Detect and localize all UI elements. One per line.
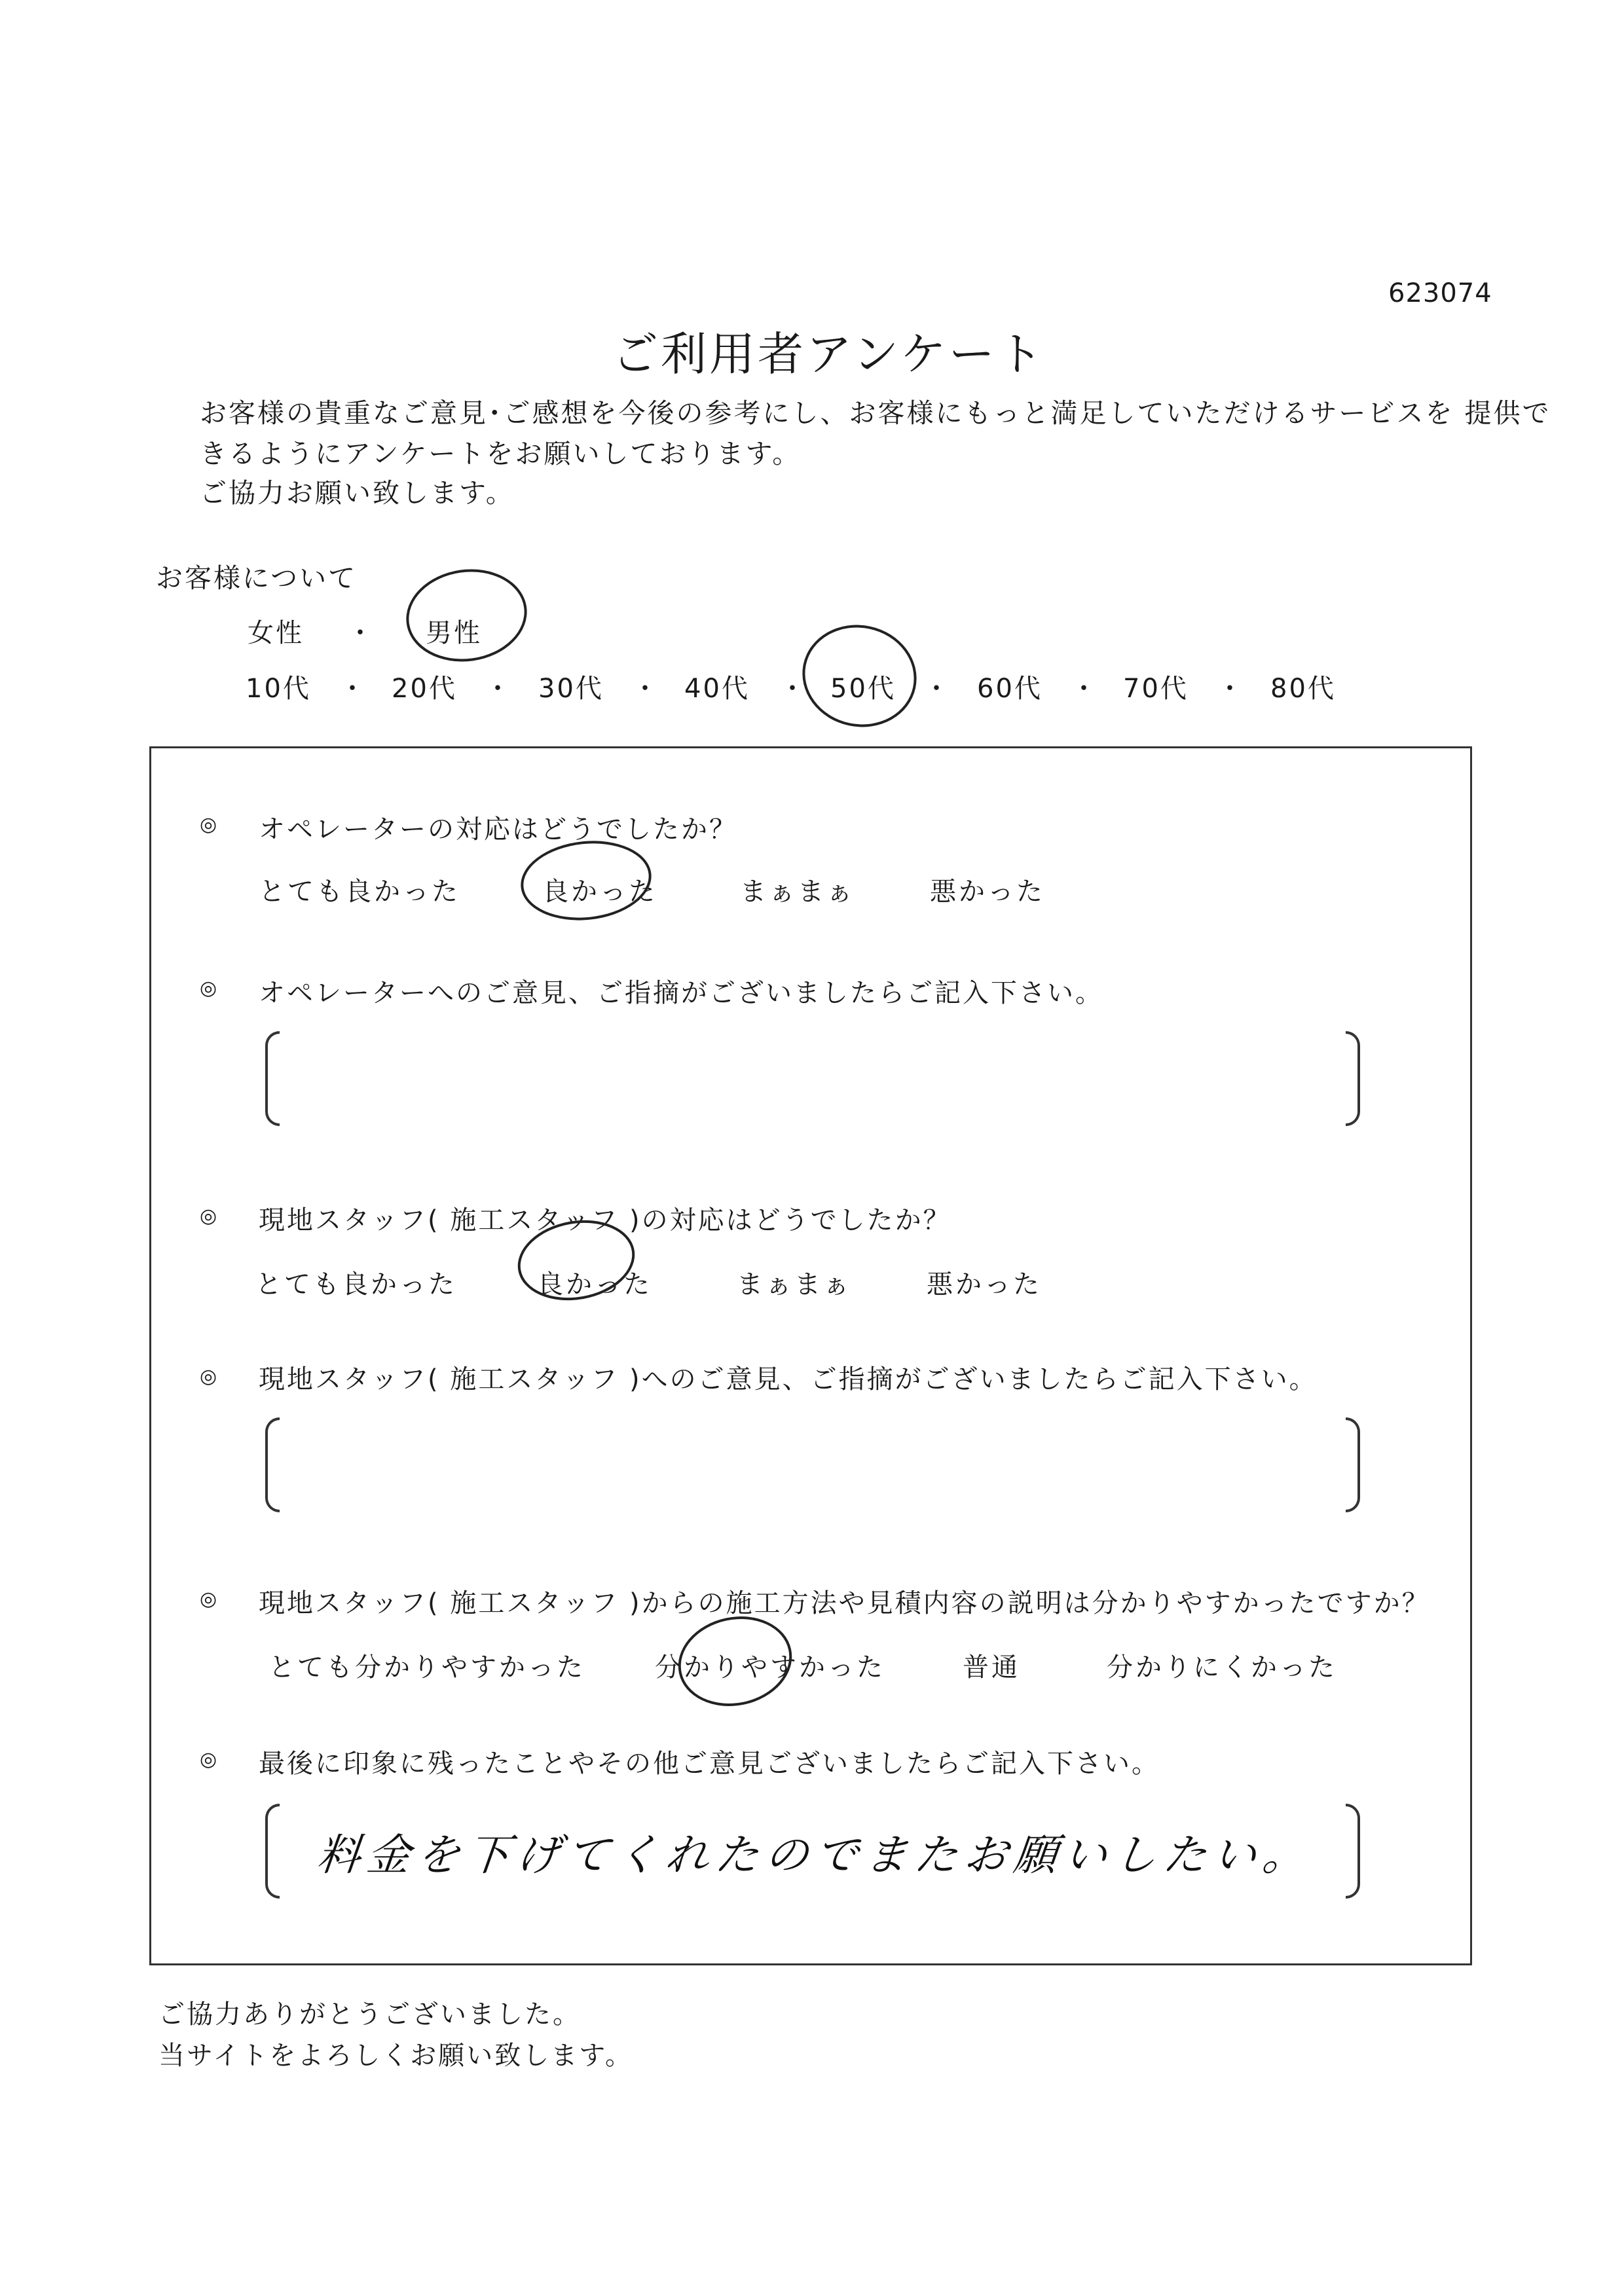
q2-text: オペレーターへのご意見、ご指摘がございましたらご記入下さい。 [259,978,1103,1008]
q1-option-bad[interactable]: 悪かった [930,877,1045,907]
age-option-70s[interactable]: 70代 [1123,674,1189,704]
q6-bullet: ◎ [200,1748,217,1771]
q6-answer-bracket-left [265,1804,280,1899]
age-selection-circle [793,615,926,738]
intro-line-1: お客様の貴重なご意見･ご感想を今後の参考にし、お客様にもっと満足していただけるサービスを 提供で [200,397,1551,429]
q5-text: 現地スタッフ( 施工スタッフ )からの施工方法や見積内容の説明は分かりやすかったですか？ [259,1588,1430,1618]
q5-bullet: ◎ [200,1588,217,1611]
gender-selection-circle [400,562,533,669]
customer-heading: お客様について [156,562,358,594]
age-separator: ・ [923,674,950,704]
q2-answer-field[interactable] [288,1054,1336,1100]
age-option-80s[interactable]: 80代 [1270,674,1336,704]
q1-option-very-good[interactable]: とても良かった [259,877,460,907]
intro-line-2: きるようにアンケートをお願いしております。 [200,438,802,469]
closing-line-2: 当サイトをよろしくお願い致します。 [158,2041,633,2071]
q2-bullet: ◎ [200,977,217,1000]
age-option-30s[interactable]: 30代 [538,674,604,704]
q2-answer-bracket-left [265,1031,280,1126]
questions-frame [149,746,1472,1965]
q4-answer-field[interactable] [288,1440,1336,1486]
q4-text: 現地スタッフ( 施工スタッフ )へのご意見、ご指摘がございましたらご記入下さい。 [259,1364,1318,1394]
age-option-10s[interactable]: 10代 [246,674,311,704]
q3-bullet: ◎ [200,1205,217,1228]
age-option-40s[interactable]: 40代 [684,674,750,704]
q4-answer-bracket-right [1346,1417,1360,1512]
gender-separator: ・ [347,618,373,648]
age-separator: ・ [1071,674,1097,704]
q1-bullet: ◎ [200,813,217,836]
q3-option-bad[interactable]: 悪かった [927,1269,1042,1300]
age-separator: ・ [485,674,511,704]
page-title: ご利用者アンケート [612,327,1046,381]
q6-answer-bracket-right [1346,1804,1360,1899]
age-separator: ・ [632,674,658,704]
age-option-60s[interactable]: 60代 [977,674,1043,704]
q3-option-fair[interactable]: まぁまぁ [737,1269,852,1300]
age-separator: ・ [1217,674,1243,704]
q4-answer-bracket-left [265,1417,280,1512]
q6-text: 最後に印象に残ったことやその他ご意見ございましたらご記入下さい。 [259,1749,1160,1779]
q1-option-good[interactable]: 良かった [542,877,657,907]
q6-answer-handwritten[interactable]: 料金を下げてくれたのでまたお願いしたい。 [314,1830,1316,1880]
closing-line-1: ご協力ありがとうございました。 [158,1999,581,2030]
q5-option-normal[interactable]: 普通 [963,1652,1020,1683]
intro-line-3: ご協力お願い致します。 [200,477,515,509]
age-separator: ・ [339,674,365,704]
document-id: 623074 [1388,278,1492,308]
q3-text: 現地スタッフ( 施工スタッフ )の対応はどうでしたか？ [259,1205,951,1235]
q5-option-unclear[interactable]: 分かりにくかった [1107,1652,1337,1683]
q4-bullet: ◎ [200,1365,217,1388]
age-option-50s[interactable]: 50代 [830,674,896,704]
gender-option-female[interactable]: 女性 [248,618,304,648]
q3-option-very-good[interactable]: とても良かった [255,1269,457,1300]
age-option-20s[interactable]: 20代 [392,674,457,704]
q3-option-good[interactable]: 良かった [537,1269,652,1300]
q2-answer-bracket-right [1346,1031,1360,1126]
age-separator: ・ [779,674,805,704]
q5-option-very-clear[interactable]: とても分かりやすかった [268,1652,585,1683]
q5-option-clear[interactable]: 分かりやすかった [655,1652,885,1683]
gender-option-male[interactable]: 男性 [426,618,482,648]
q1-text: オペレーターの対応はどうでしたか？ [259,814,737,845]
q1-option-fair[interactable]: まぁまぁ [740,877,855,907]
